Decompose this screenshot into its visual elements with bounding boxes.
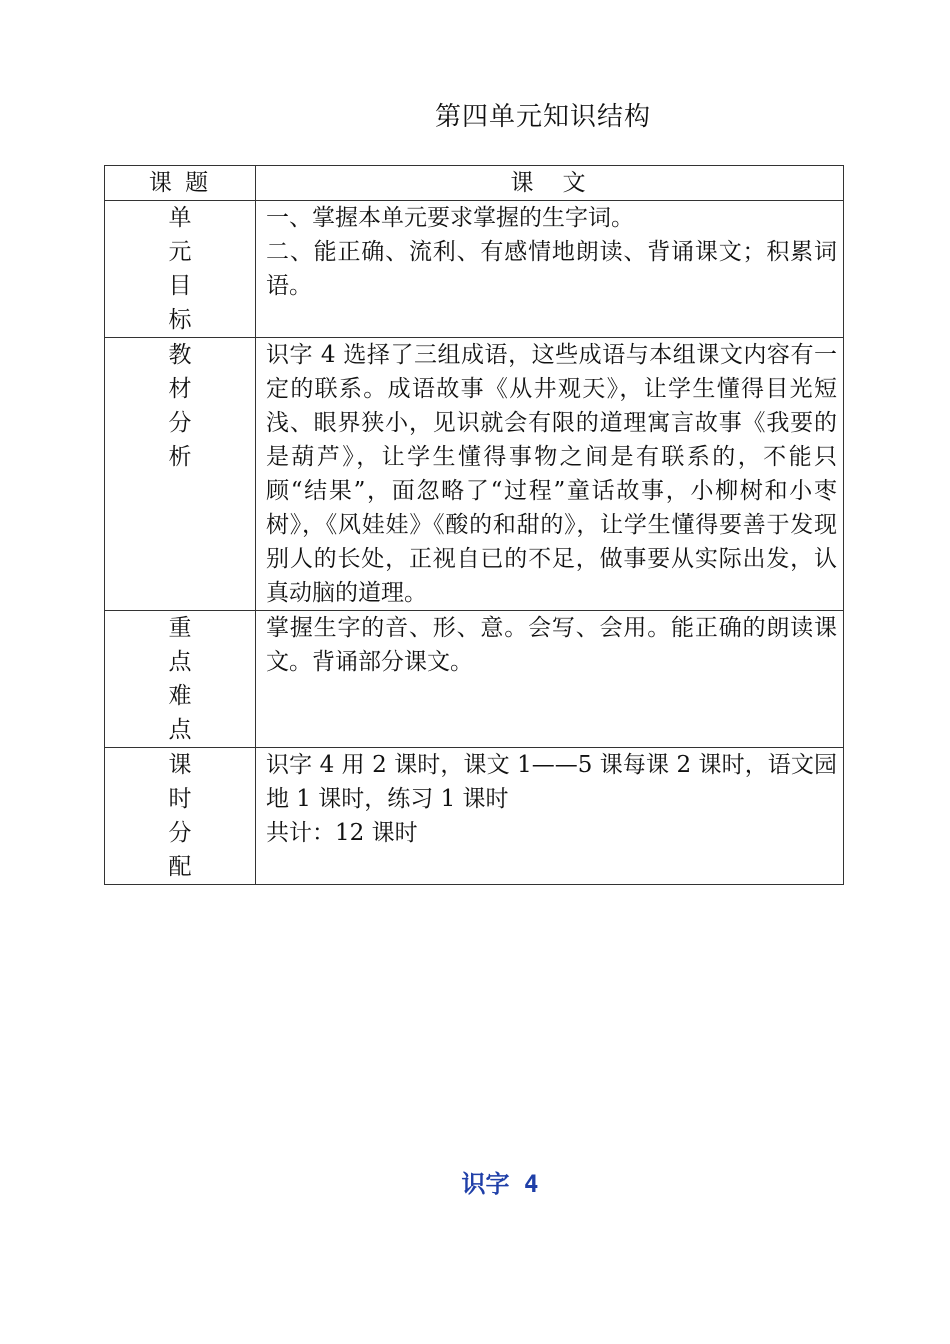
row-content-material-analysis: 识字 4 选择了三组成语，这些成语与本组课文内容有一定的联系。成语故事《从井观天》，让学生懂得目光短浅、眼界狭小，见识就会有限的道理寓言故事《我要的是葫芦》，让学生懂得事物之间是有联系的，不能只顾“结果”，面忽略了“过程”童话故事，小柳树和小枣树》，《风娃娃》《酸的和甜的》，让学生懂得要善于发现别人的长处，正视自已的不足，做事要从实际出发，认真动脑的道理。 xyxy=(256,338,844,611)
table-row-material-analysis xyxy=(105,338,844,611)
row-label-material-analysis: 教 材 分 析 xyxy=(105,338,256,611)
row-label-key-difficulties: 重 点 难 点 xyxy=(105,611,256,748)
row-label-unit-goals: 单 元 目 标 xyxy=(105,201,256,338)
row-content-key-difficulties: 掌握生字的音、形、意。会写、会用。能正确的朗读课文。背诵部分课文。 xyxy=(256,611,844,748)
row-content-class-hours: 识字 4 用 2 课时，课文 1——5 课每课 2 课时，语文园地 1 课时，练习 1 课时 共计：12 课时 xyxy=(256,748,844,885)
table-row-unit-goals xyxy=(105,201,844,338)
row-label-class-hours: 课 时 分 配 xyxy=(105,748,256,885)
table-row-key-difficulties xyxy=(105,611,844,748)
header-topic: 课 题 xyxy=(105,166,256,201)
page-title: 第四单元知识结构 xyxy=(434,102,651,132)
knowledge-structure-table xyxy=(104,165,844,885)
table-row-class-hours xyxy=(105,748,844,885)
table-header-row xyxy=(105,166,844,201)
row-content-unit-goals: 一、掌握本单元要求掌握的生字词。 二、能正确、流利、有感情地朗读、背诵课文；积累词语。 xyxy=(256,201,844,338)
lesson-heading: 识字 4 xyxy=(461,1170,539,1198)
header-text: 课 文 xyxy=(256,166,844,201)
